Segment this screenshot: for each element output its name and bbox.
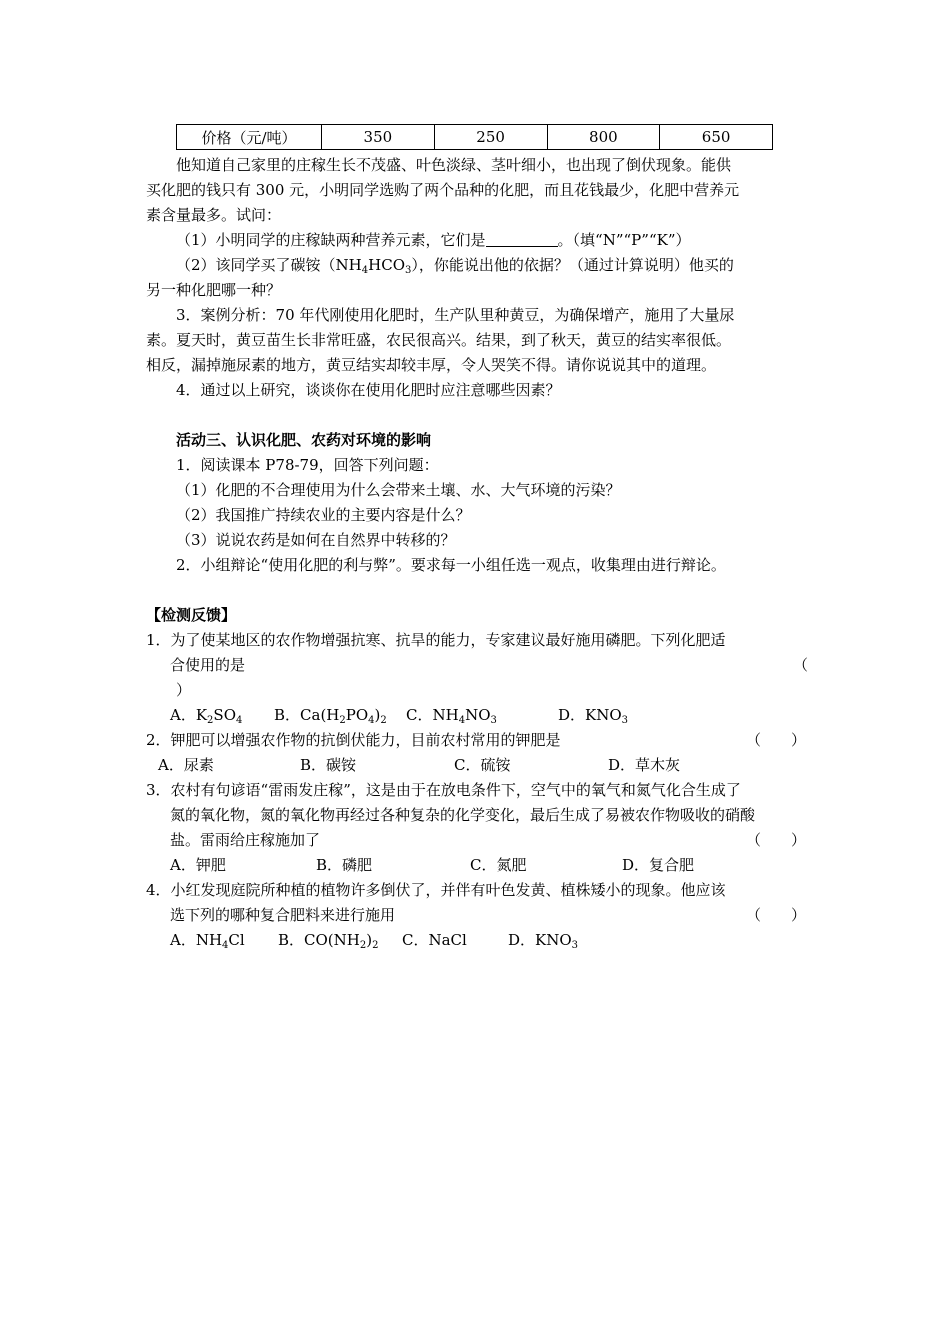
feedback-q3-line: 氮的氧化物，氮的氧化物再经过各种复杂的化学变化，最后生成了易被农作物吸收的硝酸 — [170, 806, 756, 824]
case-line: 素。夏天时，黄豆苗生长非常旺盛，农民很高兴。结果，到了秋天，黄豆的结实率很低。 — [146, 331, 732, 349]
scenario-line: 素含量最多。试问： — [146, 206, 282, 224]
feedback-q3-options — [170, 853, 694, 877]
feedback-q3-line: 3．农村有句谚语“雷雨发庄稼”，这是由于在放电条件下，空气中的氧气和氮气化合生成了 — [146, 781, 741, 799]
feedback-q3-line: 盐。雷雨给庄稼施加了 — [170, 831, 321, 849]
option-a[interactable]: A．$K_2SO_4$ — [170, 706, 243, 726]
table-row — [177, 125, 773, 150]
option-d[interactable]: D．$KNO_3$ — [508, 931, 579, 951]
answer-bracket-open: （ — [793, 656, 809, 674]
case-line: 相反，漏掉施尿素的地方，黄豆结实却较丰厚，令人哭笑不得。请你说说其中的道理。 — [146, 356, 717, 374]
question-1: （1）小明同学的庄稼缺两种营养元素，它们是 。（填“N”“P”“K”） — [176, 231, 691, 249]
price-table — [176, 124, 773, 150]
price-header-cell: 价格（元/吨） — [177, 125, 322, 150]
feedback-q1-options — [170, 703, 628, 727]
price-cell: 250 — [434, 125, 547, 150]
option-d[interactable]: D．草木灰 — [608, 756, 681, 774]
scenario-line: 买化肥的钱只有 300 元，小明同学选购了两个品种的化肥，而且花钱最少，化肥中营养元 — [146, 181, 740, 199]
answer-blank[interactable] — [486, 232, 558, 247]
answer-bracket: （ ） — [746, 831, 807, 849]
question-2: （2）该同学买了碳铵$(NH_4HCO_3)$，你能说出他的依据？（通过计算说明）他买的 — [176, 256, 734, 276]
question-2-line: 另一种化肥哪一种？ — [146, 281, 282, 299]
option-c[interactable]: C．硫铵 — [454, 756, 511, 774]
feedback-q1-line: 合使用的是 — [170, 656, 246, 674]
price-cell: 650 — [660, 125, 773, 150]
price-cell: 800 — [547, 125, 660, 150]
price-cell: 350 — [322, 125, 435, 150]
option-b[interactable]: B．磷肥 — [316, 856, 373, 874]
scenario-line: 他知道自己家里的庄稼生长不茂盛、叶色淡绿、茎叶细小，也出现了倒伏现象。能供 — [176, 156, 732, 174]
answer-bracket: （ ） — [746, 906, 807, 924]
feedback-q4-line: 4．小红发现庭院所种植的植物许多倒伏了，并伴有叶色发黄、植株矮小的现象。他应该 — [146, 881, 726, 899]
activity-item: 2．小组辩论“使用化肥的利与弊”。要求每一小组任选一观点，收集理由进行辩论。 — [176, 556, 726, 574]
feedback-q2-line: 2．钾肥可以增强农作物的抗倒伏能力，目前农村常用的钾肥是 — [146, 731, 561, 749]
case-line: 3．案例分析：70 年代刚使用化肥时，生产队里种黄豆，为确保增产，施用了大量尿 — [176, 306, 735, 324]
option-d[interactable]: D．复合肥 — [622, 856, 695, 874]
option-b[interactable]: B．$CO(NH_2)_2$ — [278, 931, 379, 951]
option-d[interactable]: D．$KNO_3$ — [558, 706, 629, 726]
option-a[interactable]: A．钾肥 — [170, 856, 226, 874]
feedback-q1-line: 1．为了使某地区的农作物增强抗寒、抗旱的能力，专家建议最好施用磷肥。下列化肥适 — [146, 631, 726, 649]
feedback-q4-options — [170, 928, 578, 952]
option-c[interactable]: C．氮肥 — [470, 856, 527, 874]
activity-subitem: （3）说说农药是如何在自然界中转移的？ — [176, 531, 456, 549]
question-4: 4．通过以上研究，谈谈你在使用化肥时应注意哪些因素？ — [176, 381, 561, 399]
option-c[interactable]: C．NaCl — [402, 931, 467, 949]
activity-item: 1．阅读课本 P78-79，回答下列问题： — [176, 456, 439, 474]
option-b[interactable]: B．碳铵 — [300, 756, 357, 774]
answer-bracket-close: ） — [176, 681, 192, 699]
option-b[interactable]: B．$Ca(H_2PO_4)_2$ — [274, 706, 387, 726]
activity-3-title: 活动三、认识化肥、农药对环境的影响 — [176, 431, 432, 449]
option-c[interactable]: C．$NH_4NO_3$ — [406, 706, 497, 726]
option-a[interactable]: A．$NH_4Cl$ — [170, 931, 245, 951]
activity-subitem: （2）我国推广持续农业的主要内容是什么？ — [176, 506, 471, 524]
answer-bracket: （ ） — [746, 731, 807, 749]
option-a[interactable]: A．尿素 — [158, 756, 214, 774]
feedback-title: 【检测反馈】 — [146, 606, 237, 624]
feedback-q4-line: 选下列的哪种复合肥料来进行施用 — [170, 906, 396, 924]
activity-subitem: （1）化肥的不合理使用为什么会带来土壤、水、大气环境的污染？ — [176, 481, 621, 499]
feedback-q2-options — [158, 753, 680, 777]
